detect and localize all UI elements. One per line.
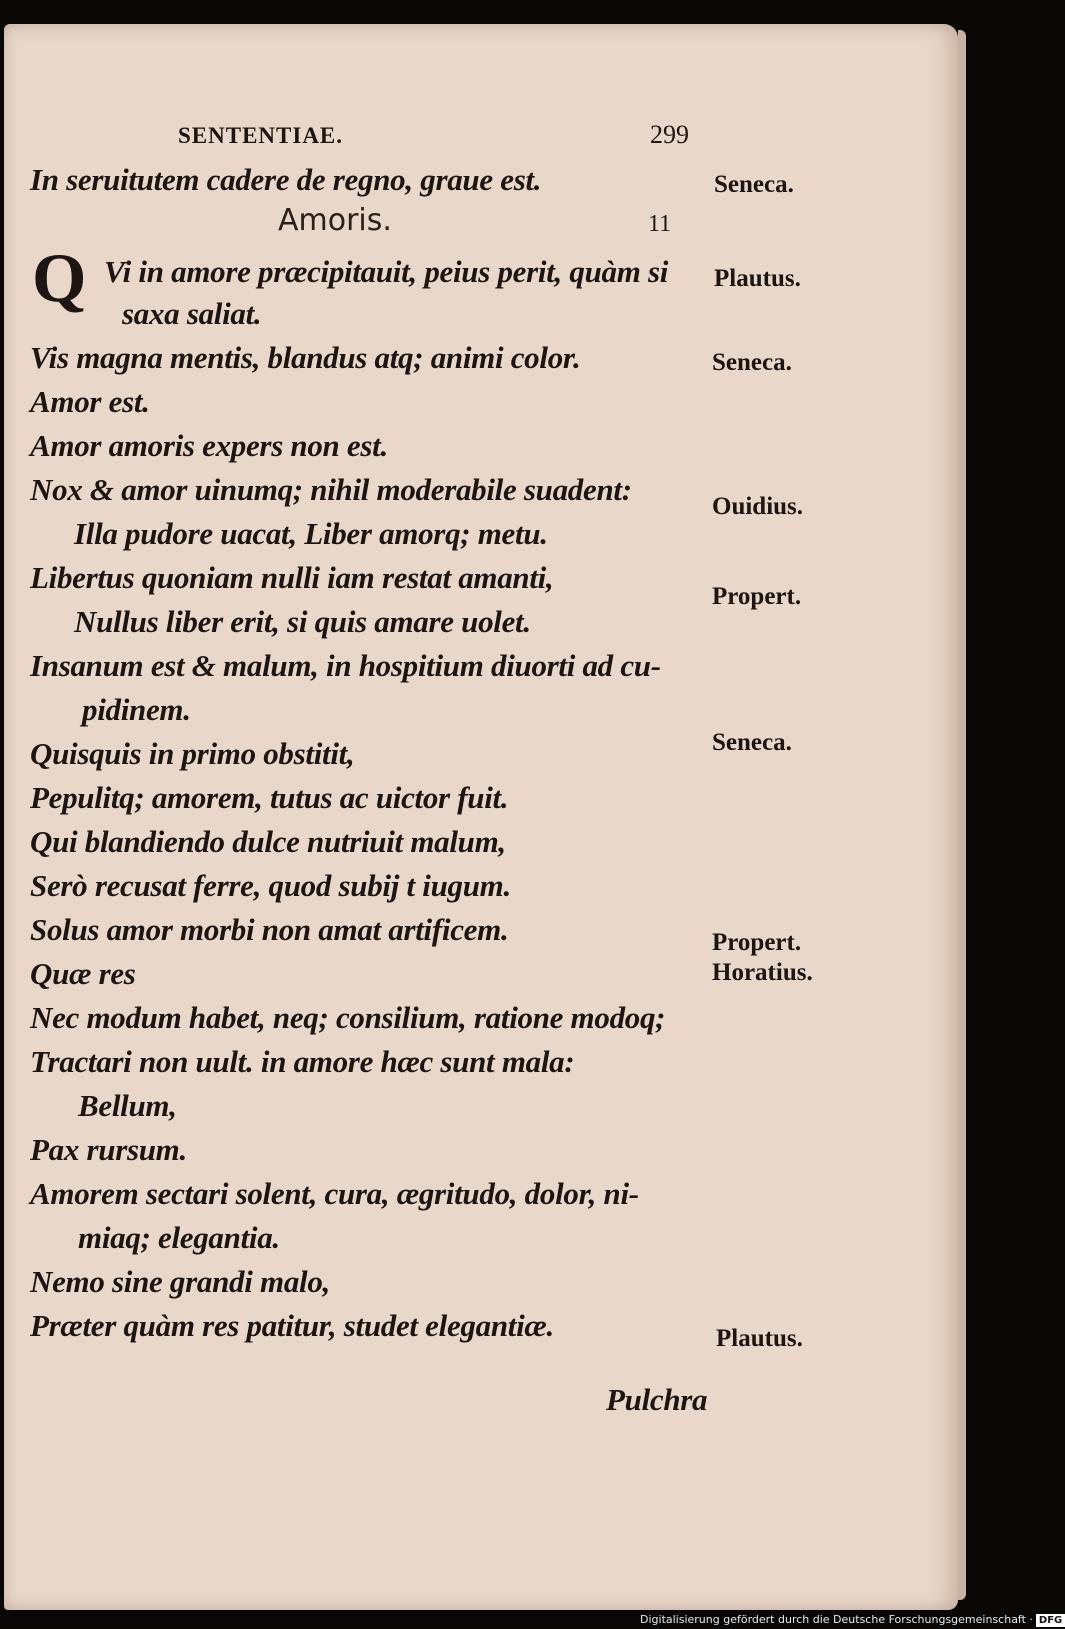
text-line-12: pidinem. xyxy=(82,692,191,727)
text-line-15: Qui blandiendo dulce nutriuit malum, xyxy=(30,824,506,859)
margin-note-propert-2: Propert. xyxy=(712,929,802,956)
text-line-21: Bellum, xyxy=(78,1088,177,1123)
margin-note-plautus-2: Plautus. xyxy=(716,1325,803,1352)
text-line-26: Præter quàm res patitur, studet elegantiæ. xyxy=(30,1308,554,1343)
text-line-13: Quisquis in primo obstitit, xyxy=(30,736,355,771)
catchword: Pulchra xyxy=(606,1382,708,1417)
footer-text: Digitalisierung gefördert durch die Deutsche Forschungsgemeinschaft · xyxy=(640,1613,1033,1626)
text-line-19: Nec modum habet, neq; consilium, ratione modoq; xyxy=(30,1000,666,1035)
text-line-16: Serò recusat ferre, quod subij t iugum. xyxy=(30,868,511,903)
text-line-3: saxa saliat. xyxy=(122,296,262,331)
margin-note-ouidius: Ouidius. xyxy=(712,493,804,520)
margin-note-seneca-2: Seneca. xyxy=(712,349,792,376)
page-edge xyxy=(958,30,966,1600)
margin-note-horatius: Horatius. xyxy=(712,959,813,986)
running-head: SENTENTIAE. xyxy=(178,123,344,148)
text-line-8: Illa pudore uacat, Liber amorq; metu. xyxy=(74,516,548,551)
margin-note-seneca-3: Seneca. xyxy=(712,729,792,756)
text-line-7: Nox & amor uinumq; nihil moderabile suadent: xyxy=(30,472,632,507)
text-line-17: Solus amor morbi non amat artificem. xyxy=(30,912,509,947)
section-heading: Amoris. xyxy=(278,203,392,238)
text-line-10: Nullus liber erit, si quis amare uolet. xyxy=(74,604,531,639)
text-line-24: miaq; elegantia. xyxy=(78,1220,280,1255)
section-number: 11 xyxy=(648,211,672,237)
text-line-5: Amor est. xyxy=(30,384,150,419)
text-line-18: Quæ res xyxy=(30,956,136,991)
text-line-4: Vis magna mentis, blandus atq; animi color. xyxy=(30,340,581,375)
text-line-23: Amorem sectari solent, cura, ægritudo, dolor, ni- xyxy=(30,1176,639,1211)
digitization-footer xyxy=(640,1611,1063,1629)
margin-note-plautus-1: Plautus. xyxy=(714,265,801,292)
text-line-6: Amor amoris expers non est. xyxy=(30,428,388,463)
margin-note-seneca-1: Seneca. xyxy=(714,171,794,198)
dfg-logo: DFG xyxy=(1036,1614,1065,1627)
text-line-25: Nemo sine grandi malo, xyxy=(30,1264,330,1299)
text-line-14: Pepulitq; amorem, tutus ac uictor fuit. xyxy=(30,780,509,815)
text-line-1: In seruitutem cadere de regno, graue est. xyxy=(30,162,542,197)
text-line-11: Insanum est & malum, in hospitium diuorti ad cu- xyxy=(30,648,661,683)
text-line-22: Pax rursum. xyxy=(30,1132,187,1167)
page-number: 299 xyxy=(650,120,689,149)
text-line-9: Libertus quoniam nulli iam restat amanti, xyxy=(30,560,554,595)
text-line-2: Vi in amore præcipitauit, peius perit, quàm si xyxy=(104,254,669,289)
margin-note-propert-1: Propert. xyxy=(712,583,802,610)
drop-capital: Q xyxy=(32,240,87,317)
text-line-20: Tractari non uult. in amore hæc sunt mala: xyxy=(30,1044,575,1079)
